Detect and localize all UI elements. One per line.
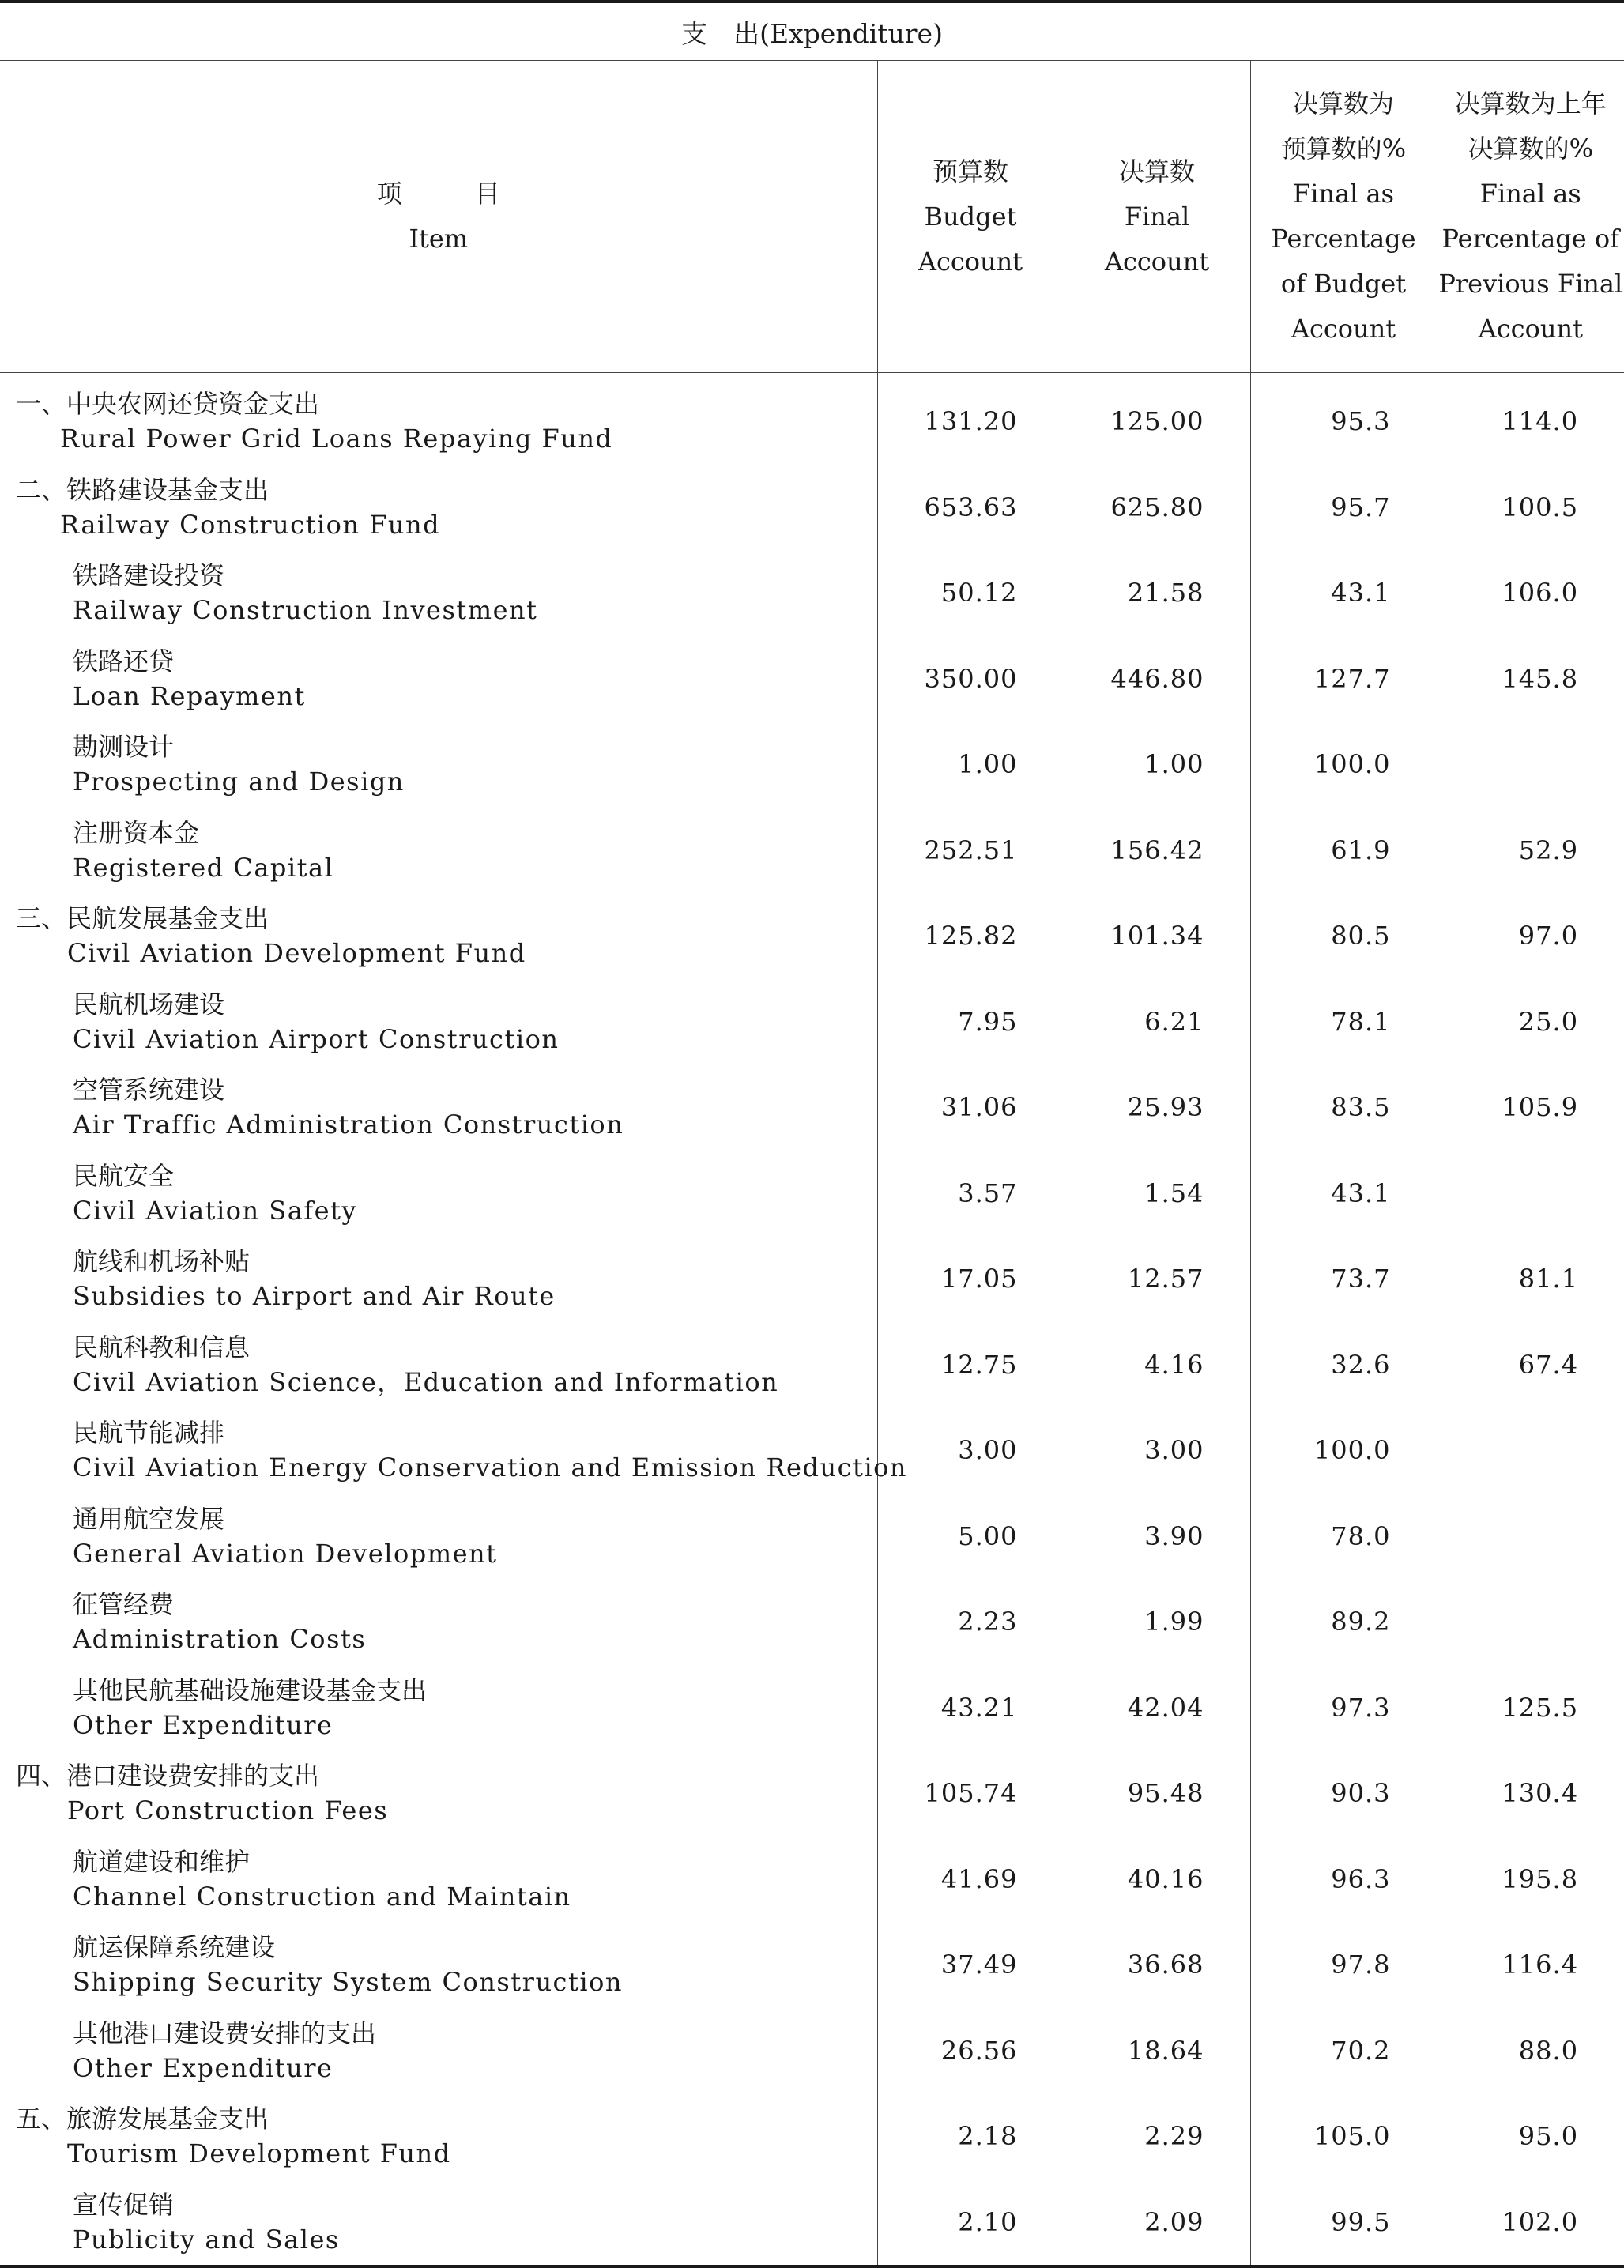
column-header-item-zh: 项 目 [376,179,524,209]
item-en: Registered Capital [73,852,334,883]
item-cell [0,1236,877,1322]
column-header-final-en2: Account [1104,246,1210,277]
item-zh: 民航安全 [73,1160,175,1191]
final-cell: 25.93 [1064,1064,1250,1151]
item-en: Port Construction Fees [67,1795,389,1826]
item-cell [0,2008,877,2094]
column-header-budget-en2: Account [918,246,1023,277]
table-row [0,1922,1624,2008]
budget-cell: 31.06 [877,1064,1064,1151]
item-zh: 勘测设计 [73,732,175,763]
item-en: Prospecting and Design [73,767,405,797]
item-en: Civil Aviation Safety [73,1195,357,1226]
budget-cell: 2.10 [877,2179,1064,2267]
item-en: Civil Aviation Airport Construction [73,1023,560,1054]
table-row [0,1064,1624,1151]
pct-budget-cell: 83.5 [1250,1064,1437,1151]
final-cell: 6.21 [1064,979,1250,1065]
column-header-budget-zh: 预算数 [932,156,1008,186]
item-cell [0,373,877,465]
item-zh: 征管经费 [73,1589,175,1620]
column-header-pct-prev-en1: Final as [1479,179,1581,209]
item-cell [0,2179,877,2267]
item-zh: 注册资本金 [73,817,200,848]
item-cell [0,1665,877,1751]
pct-prev-cell: 105.9 [1437,1064,1624,1151]
item-en: Administration Costs [73,1624,367,1655]
item-zh: 一、中央农网还贷资金支出 [16,389,320,420]
item-cell [0,550,877,636]
pct-prev-cell [1437,1494,1624,1580]
item-zh: 二、铁路建设基金支出 [16,474,269,505]
item-cell [0,1579,877,1665]
item-en: Subsidies to Airport and Air Route [73,1281,556,1312]
final-cell: 3.90 [1064,1494,1250,1580]
item-zh: 民航节能减排 [73,1418,225,1449]
table-row [0,2008,1624,2094]
final-cell: 2.09 [1064,2179,1250,2267]
item-en: Other Expenditure [73,1709,333,1740]
item-en: Shipping Security System Construction [73,1967,623,1998]
table-row [0,550,1624,636]
table-row [0,721,1624,808]
item-zh: 航运保障系统建设 [73,1932,276,1963]
item-zh: 其他港口建设费安排的支出 [73,2017,377,2048]
budget-cell: 653.63 [877,465,1064,551]
pct-budget-cell: 89.2 [1250,1579,1437,1665]
item-zh: 四、港口建设费安排的支出 [16,1761,320,1791]
column-header-pct-prev [1437,61,1624,373]
item-cell [0,808,877,894]
column-header-budget-en1: Budget [924,201,1017,232]
table-row [0,808,1624,894]
budget-cell: 252.51 [877,808,1064,894]
column-header-pct-budget-en1: Final as [1292,179,1395,209]
pct-prev-cell: 106.0 [1437,550,1624,636]
column-header-pct-budget-en3: of Budget [1280,269,1407,299]
budget-cell: 3.57 [877,1151,1064,1237]
pct-budget-cell: 99.5 [1250,2179,1437,2267]
item-cell [0,1407,907,1494]
item-en: Air Traffic Administration Construction [73,1110,624,1140]
final-cell: 40.16 [1064,1837,1250,1923]
pct-prev-cell: 52.9 [1437,808,1624,894]
item-zh: 民航科教和信息 [73,1332,251,1362]
table-row [0,1665,1624,1751]
pct-prev-cell [1437,1407,1624,1494]
final-cell: 446.80 [1064,636,1250,722]
final-cell: 1.54 [1064,1151,1250,1237]
column-header-pct-budget-zh2: 预算数的% [1280,134,1407,164]
pct-budget-cell: 100.0 [1250,721,1437,808]
final-cell: 36.68 [1064,1922,1250,2008]
item-en: General Aviation Development [73,1538,498,1569]
final-cell: 12.57 [1064,1236,1250,1322]
budget-cell: 12.75 [877,1322,1064,1408]
table-row [0,2093,1624,2179]
table-row [0,1750,1624,1837]
pct-prev-cell: 114.0 [1437,373,1624,465]
pct-prev-cell: 195.8 [1437,1837,1624,1923]
column-header-pct-prev-en2: Percentage of [1441,224,1619,254]
budget-cell: 7.95 [877,979,1064,1065]
final-cell: 156.42 [1064,808,1250,894]
pct-budget-cell: 70.2 [1250,2008,1437,2094]
pct-prev-cell [1437,1579,1624,1665]
pct-budget-cell: 43.1 [1250,1151,1437,1237]
column-header-pct-budget [1250,61,1437,373]
item-en: Publicity and Sales [73,2224,340,2255]
final-cell: 3.00 [1064,1407,1250,1494]
column-header-item [0,61,877,373]
column-header-pct-budget-zh1: 决算数为 [1292,89,1394,119]
pct-prev-cell: 100.5 [1437,465,1624,551]
final-cell: 18.64 [1064,2008,1250,2094]
item-cell [0,1322,877,1408]
column-header-pct-budget-en4: Account [1291,314,1396,344]
pct-prev-cell: 145.8 [1437,636,1624,722]
pct-budget-cell: 80.5 [1250,893,1437,979]
pct-prev-cell: 97.0 [1437,893,1624,979]
final-cell: 125.00 [1064,373,1250,465]
item-en: Railway Construction Investment [73,595,538,626]
table-title: 支 出(Expenditure) [0,2,1624,61]
item-zh: 五、旅游发展基金支出 [16,2104,269,2134]
column-header-final-zh: 决算数 [1118,156,1195,186]
pct-budget-cell: 43.1 [1250,550,1437,636]
budget-cell: 105.74 [877,1750,1064,1837]
column-header-pct-budget-en2: Percentage [1271,224,1416,254]
final-cell: 95.48 [1064,1750,1250,1837]
pct-budget-cell: 73.7 [1250,1236,1437,1322]
item-zh: 民航机场建设 [73,989,225,1019]
final-cell: 101.34 [1064,893,1250,979]
item-en: Channel Construction and Maintain [73,1881,571,1912]
pct-prev-cell: 116.4 [1437,1922,1624,2008]
item-zh: 三、民航发展基金支出 [16,903,269,934]
item-cell [0,1837,877,1923]
item-cell [0,893,877,979]
item-en: Civil Aviation Science，Education and Information [73,1366,779,1397]
pct-budget-cell: 105.0 [1250,2093,1437,2179]
table-row [0,1151,1624,1237]
pct-prev-cell: 25.0 [1437,979,1624,1065]
final-cell: 42.04 [1064,1665,1250,1751]
item-zh: 其他民航基础设施建设基金支出 [73,1675,428,1705]
column-header-budget [877,61,1064,373]
item-zh: 宣传促销 [73,2189,175,2220]
item-en: Loan Repayment [73,680,306,711]
budget-cell: 26.56 [877,2008,1064,2094]
pct-budget-cell: 97.8 [1250,1922,1437,2008]
item-cell [0,1922,877,2008]
table-row [0,979,1624,1065]
budget-cell: 50.12 [877,550,1064,636]
pct-budget-cell: 127.7 [1250,636,1437,722]
item-cell [0,465,877,551]
final-cell: 2.29 [1064,2093,1250,2179]
pct-budget-cell: 95.3 [1250,373,1437,465]
pct-budget-cell: 61.9 [1250,808,1437,894]
budget-cell: 1.00 [877,721,1064,808]
item-zh: 空管系统建设 [73,1075,225,1106]
table-row [0,636,1624,722]
table-row [0,1236,1624,1322]
column-header-pct-prev-zh1: 决算数为上年 [1454,89,1607,119]
item-cell [0,1151,877,1237]
item-en: Civil Aviation Energy Conservation and Emission Reduction [73,1452,907,1483]
budget-cell: 5.00 [877,1494,1064,1580]
column-header-item-en: Item [409,224,469,254]
table-row [0,1837,1624,1923]
column-header-pct-prev-zh2: 决算数的% [1468,134,1593,164]
budget-cell: 43.21 [877,1665,1064,1751]
pct-budget-cell: 100.0 [1250,1407,1437,1494]
final-cell: 625.80 [1064,465,1250,551]
pct-budget-cell: 78.0 [1250,1494,1437,1580]
item-cell [0,636,877,722]
column-header-pct-prev-en3: Previous Final [1438,269,1623,299]
table-row [0,1494,1624,1580]
item-en: Other Expenditure [73,2052,333,2083]
final-cell: 1.00 [1064,721,1250,808]
column-header-final-en1: Final [1124,201,1190,232]
item-zh: 铁路建设投资 [73,560,225,591]
item-zh: 航道建设和维护 [73,1846,251,1877]
item-cell [0,1064,877,1151]
pct-prev-cell: 102.0 [1437,2179,1624,2267]
pct-prev-cell: 67.4 [1437,1322,1624,1408]
item-en: Railway Construction Fund [60,509,441,540]
item-en: Tourism Development Fund [67,2138,451,2169]
table-body [0,373,1624,2267]
budget-cell: 37.49 [877,1922,1064,2008]
table-row [0,1407,1624,1494]
pct-prev-cell: 88.0 [1437,2008,1624,2094]
item-cell [0,2093,877,2179]
pct-budget-cell: 95.7 [1250,465,1437,551]
item-zh: 铁路还贷 [73,646,175,676]
item-cell [0,1494,877,1580]
pct-budget-cell: 32.6 [1250,1322,1437,1408]
pct-budget-cell: 90.3 [1250,1750,1437,1837]
table-row [0,1322,1624,1408]
budget-cell: 131.20 [877,373,1064,465]
budget-cell: 125.82 [877,893,1064,979]
column-header-final [1064,61,1250,373]
item-cell [0,1750,877,1837]
item-zh: 航线和机场补贴 [73,1246,251,1277]
table-row [0,465,1624,551]
budget-cell: 2.23 [877,1579,1064,1665]
item-cell [0,721,877,808]
budget-cell: 2.18 [877,2093,1064,2179]
table-row [0,373,1624,465]
item-en: Civil Aviation Development Fund [67,938,526,969]
pct-budget-cell: 78.1 [1250,979,1437,1065]
column-header-pct-prev-en4: Account [1478,314,1583,344]
budget-cell: 350.00 [877,636,1064,722]
pct-prev-cell: 95.0 [1437,2093,1624,2179]
pct-prev-cell: 130.4 [1437,1750,1624,1837]
pct-budget-cell: 96.3 [1250,1837,1437,1923]
table-row [0,2179,1624,2267]
table-row [0,893,1624,979]
pct-prev-cell: 125.5 [1437,1665,1624,1751]
item-zh: 通用航空发展 [73,1503,225,1534]
budget-cell: 17.05 [877,1236,1064,1322]
pct-prev-cell [1437,721,1624,808]
pct-prev-cell [1437,1151,1624,1237]
budget-cell: 41.69 [877,1837,1064,1923]
pct-prev-cell: 81.1 [1437,1236,1624,1322]
table-row [0,1579,1624,1665]
pct-budget-cell: 97.3 [1250,1665,1437,1751]
item-en: Rural Power Grid Loans Repaying Fund [60,424,613,454]
final-cell: 4.16 [1064,1322,1250,1408]
budget-cell: 3.00 [877,1407,1064,1494]
item-cell [0,979,877,1065]
final-cell: 21.58 [1064,550,1250,636]
final-cell: 1.99 [1064,1579,1250,1665]
